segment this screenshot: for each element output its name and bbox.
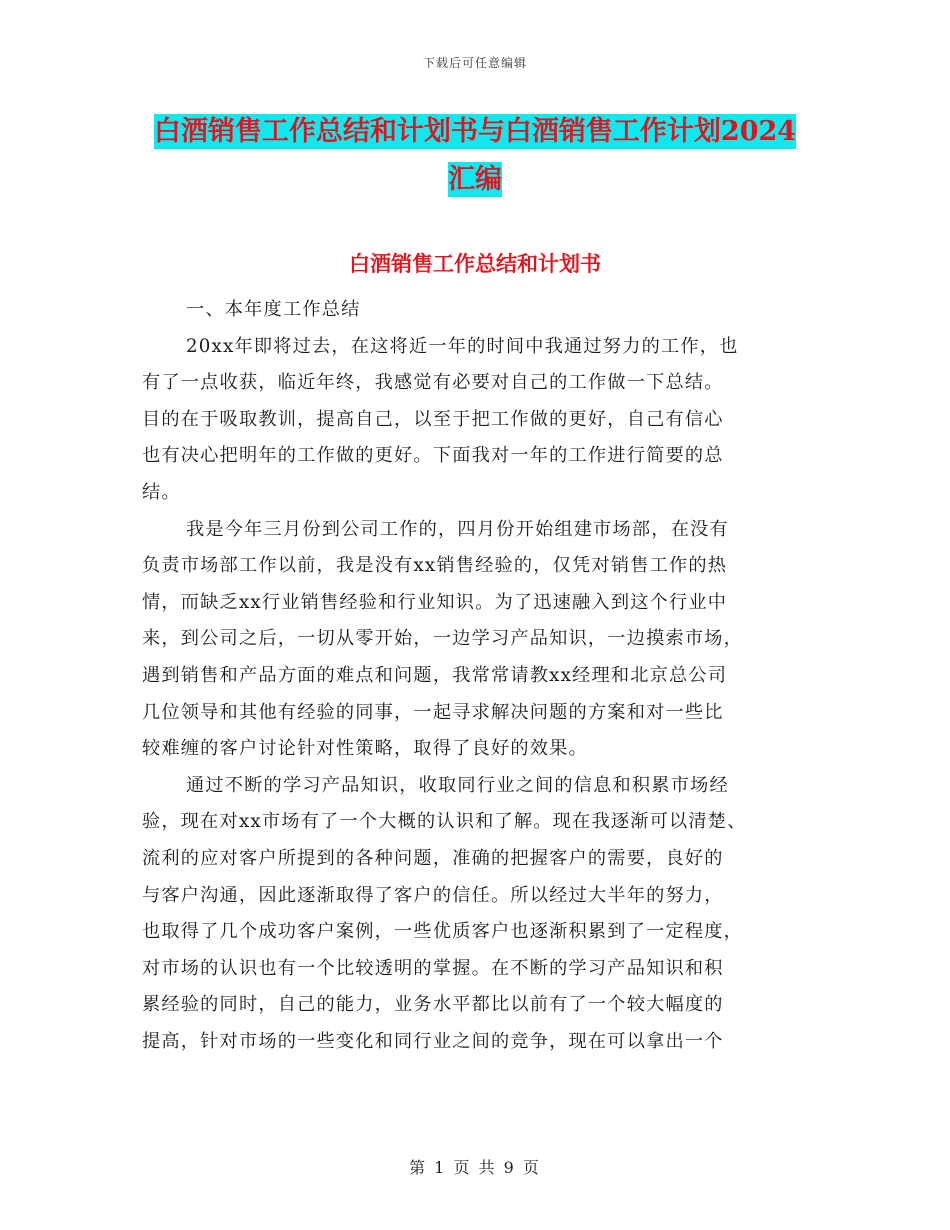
body-line: 对市场的认识也有一个比较透明的掌握。在不断的学习产品知识和积: [142, 957, 724, 979]
body-line: 有了一点收获，临近年终，我感觉有必要对自己的工作做一下总结。: [142, 372, 724, 394]
body-line: 负责市场部工作以前，我是没有xx销售经验的，仅凭对销售工作的热: [142, 555, 728, 577]
body-line: 验，现在对xx市场有了一个大概的认识和了解。现在我逐渐可以清楚、: [142, 811, 747, 833]
main-title-line-1: 白酒销售工作总结和计划书与白酒销售工作计划2024: [153, 116, 797, 147]
body-line: 与客户沟通，因此逐渐取得了客户的信任。所以经过大半年的努力，: [142, 884, 724, 906]
page-footer: 第 1 页 共 9 页: [409, 1158, 541, 1177]
body-line: 情，而缺乏xx行业销售经验和行业知识。为了迅速融入到这个行业中: [142, 591, 728, 613]
header-note: 下载后可任意编辑: [422, 56, 527, 70]
body-line: 我是今年三月份到公司工作的，四月份开始组建市场部，在没有: [186, 518, 729, 540]
body-line: 流利的应对客户所提到的各种问题，准确的把握客户的需要，良好的: [142, 847, 724, 869]
body-text: [142, 292, 810, 1060]
body-line: 目的在于吸取教训，提高自己，以至于把工作做的更好，自己有信心: [142, 408, 724, 430]
main-title: [140, 108, 810, 204]
body-line: 结。: [142, 481, 181, 503]
body-line: 来，到公司之后，一切从零开始，一边学习产品知识，一边摸索市场，: [142, 628, 744, 650]
body-line: 也有决心把明年的工作做的更好。下面我对一年的工作进行简要的总: [142, 445, 724, 467]
body-line: 通过不断的学习产品知识，收取同行业之间的信息和积累市场经: [186, 774, 729, 796]
body-line: 较难缠的客户讨论针对性策略，取得了良好的效果。: [142, 738, 588, 760]
section-title: 白酒销售工作总结和计划书: [349, 251, 601, 276]
body-line: 几位领导和其他有经验的同事，一起寻求解决问题的方案和对一些比: [142, 701, 724, 723]
body-line: 20xx年即将过去，在这将近一年的时间中我通过努力的工作，也: [186, 335, 739, 357]
body-line: 累经验的同时，自己的能力，业务水平都比以前有了一个较大幅度的: [142, 994, 724, 1016]
body-line: 提高，针对市场的一些变化和同行业之间的竞争，现在可以拿出一个: [142, 1030, 724, 1052]
body-line: 也取得了几个成功客户案例，一些优质客户也逐渐积累到了一定程度，: [142, 921, 744, 943]
main-title-line-2: 汇编: [448, 164, 502, 195]
body-line: 遇到销售和产品方面的难点和问题，我常常请教xx经理和北京总公司: [142, 664, 728, 686]
body-line: 一、本年度工作总结: [186, 299, 361, 320]
